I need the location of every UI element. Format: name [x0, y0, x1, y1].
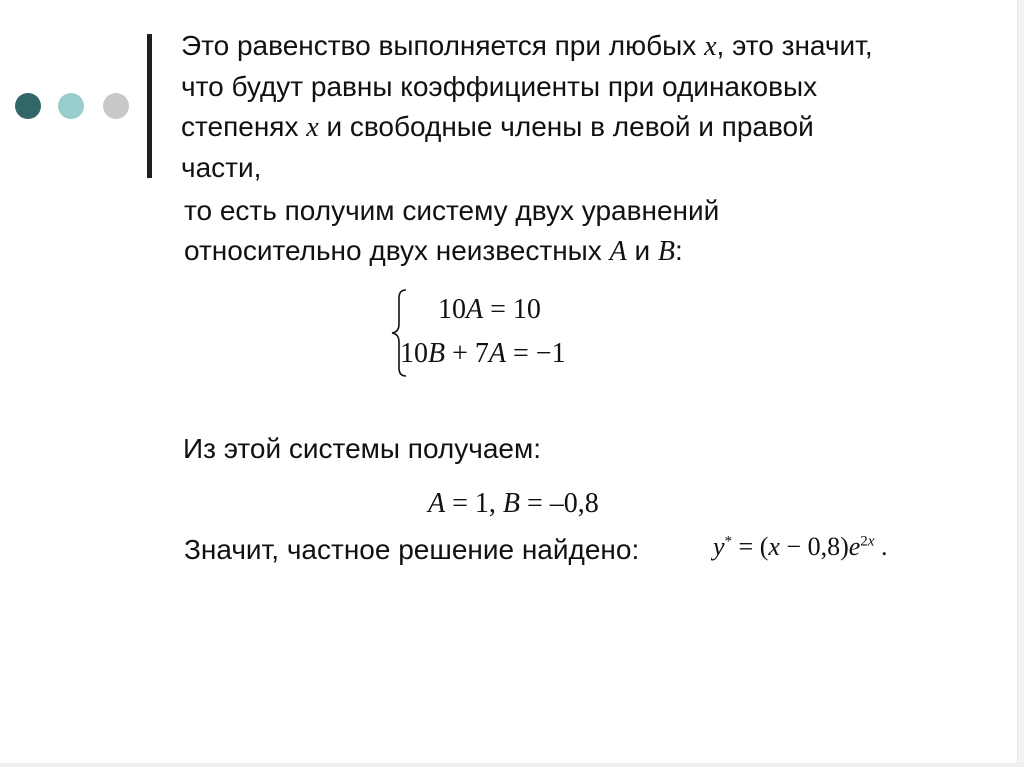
paragraph-from-system: Из этой системы получаем:: [183, 433, 542, 464]
equation-system: [390, 288, 620, 378]
particular-solution-formula: $y^* = (x - 0,8)e^{2x}$ .: [713, 532, 888, 561]
result-values: A = 1, B = –0,8: [428, 488, 599, 519]
decorative-dot-gray: [103, 93, 129, 119]
equation-2: 10B + 7A = −1: [400, 338, 566, 369]
paragraph-particular-solution: Значит, частное решение найдено:: [184, 534, 640, 565]
slide-bottom-edge: [0, 763, 1024, 767]
slide-right-edge: [1017, 0, 1024, 767]
decorative-dot-dark: [15, 93, 41, 119]
decorative-dot-teal: [58, 93, 84, 119]
paragraph-equality-explanation: Это равенство выполняется при любых x, это значит, что будут равны коэффициенты при одинаковых степенях x и свободные члены в левой и правой части,: [181, 30, 873, 183]
decorative-vertical-bar: [147, 34, 152, 178]
paragraph-system-intro: то есть получим систему двух уравнений относительно двух неизвестных A и B:: [184, 195, 720, 267]
equation-1: 10A = 10: [438, 294, 541, 325]
